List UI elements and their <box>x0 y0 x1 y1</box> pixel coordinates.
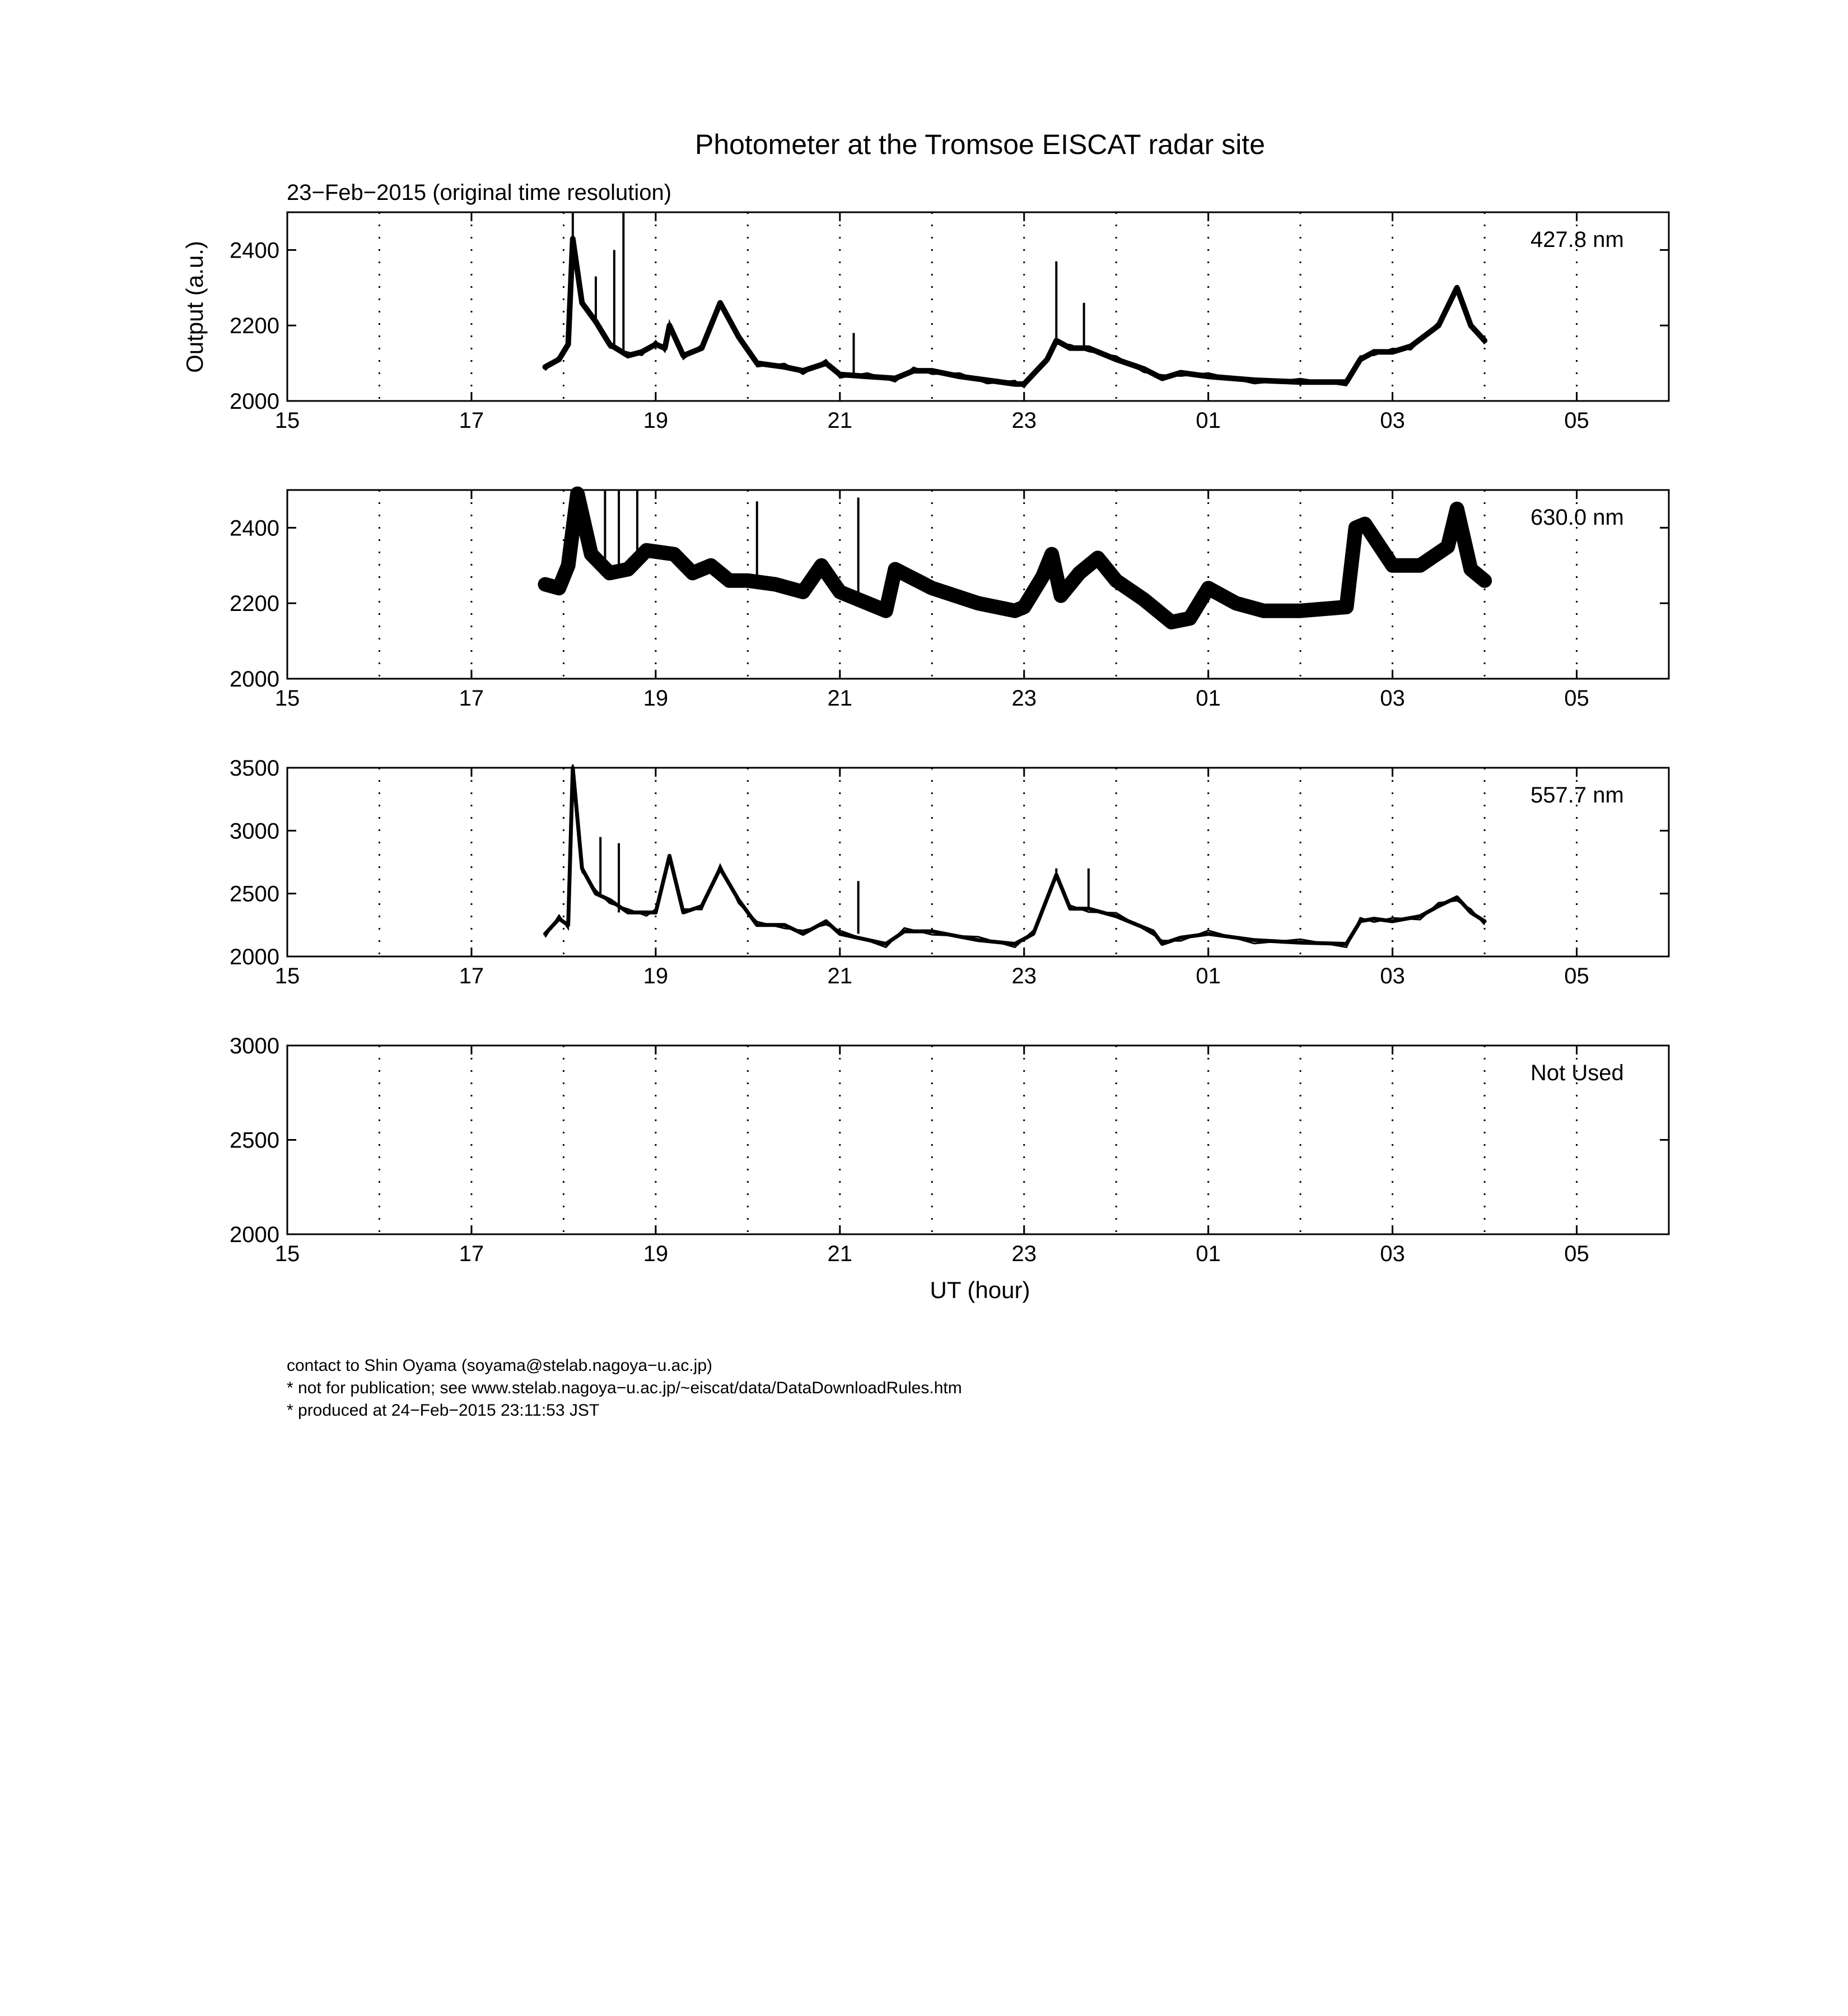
y-tick-label: 2200 <box>230 314 279 339</box>
x-tick-label: 01 <box>1196 408 1221 433</box>
y-tick-label: 3000 <box>230 1034 279 1058</box>
x-tick-label: 23 <box>1011 408 1037 433</box>
series-line-427-8-nm <box>545 239 1485 384</box>
y-axis-label: Output (a.u.) <box>181 241 208 373</box>
x-tick-label: 23 <box>1011 964 1037 988</box>
y-tick-label: 2500 <box>230 881 279 907</box>
x-tick-label: 01 <box>1196 964 1221 988</box>
footer-publication-note: * not for publication; see www.stelab.nagoya−u.ac.jp/~eiscat/data/DataDownloadRules.htm <box>287 1379 962 1397</box>
panel-557-7nm <box>230 756 1669 988</box>
y-tick-label: 2000 <box>230 945 279 969</box>
x-tick-label: 17 <box>459 408 484 433</box>
series-label-557-7-nm: 557.7 nm <box>1530 783 1624 808</box>
panel-630-0nm <box>230 490 1669 711</box>
x-tick-label: 03 <box>1380 964 1405 988</box>
x-tick-label: 03 <box>1380 408 1405 433</box>
y-tick-label: 3000 <box>230 819 279 844</box>
y-tick-label: 2400 <box>230 238 279 263</box>
series-label-630-0-nm: 630.0 nm <box>1530 505 1624 530</box>
y-tick-label: 3500 <box>230 756 279 781</box>
figure-subtitle: 23−Feb−2015 (original time resolution) <box>287 180 672 205</box>
axes-frame <box>287 768 1669 956</box>
x-tick-label: 05 <box>1564 1242 1589 1266</box>
x-tick-label: 21 <box>827 964 853 988</box>
y-tick-label: 2400 <box>230 516 279 541</box>
y-tick-label: 2500 <box>230 1128 279 1153</box>
x-tick-label: 21 <box>827 1242 853 1266</box>
x-tick-label: 19 <box>643 1242 669 1266</box>
x-tick-label: 05 <box>1564 408 1589 433</box>
x-tick-label: 23 <box>1011 1242 1037 1266</box>
x-tick-label: 21 <box>827 408 853 433</box>
x-tick-label: 17 <box>459 964 484 988</box>
figure-title: Photometer at the Tromsoe EISCAT radar site <box>694 129 1266 160</box>
x-axis-label: UT (hour) <box>930 1277 1030 1303</box>
series-label-not-used: Not Used <box>1530 1061 1624 1085</box>
series-noise-427-8-nm <box>545 235 1485 388</box>
x-tick-label: 15 <box>274 686 300 711</box>
x-tick-label: 15 <box>274 1242 300 1266</box>
x-tick-label: 01 <box>1196 686 1221 711</box>
footer-produced-at: * produced at 24−Feb−2015 23:11:53 JST <box>287 1401 600 1420</box>
series-label-427-8-nm: 427.8 nm <box>1530 227 1624 252</box>
y-tick-label: 2000 <box>230 667 279 692</box>
y-tick-label: 2000 <box>230 1222 279 1247</box>
x-tick-label: 19 <box>643 964 669 988</box>
series-line-557-7-nm <box>545 768 1485 944</box>
x-tick-label: 17 <box>459 686 484 711</box>
x-tick-label: 05 <box>1564 964 1589 988</box>
x-tick-label: 21 <box>827 686 853 711</box>
x-tick-label: 03 <box>1380 686 1405 711</box>
x-tick-label: 17 <box>459 1242 484 1266</box>
y-tick-label: 2200 <box>230 591 279 617</box>
panel-not-used <box>230 1034 1669 1266</box>
x-tick-label: 19 <box>643 686 669 711</box>
x-tick-label: 01 <box>1196 1242 1221 1266</box>
x-tick-label: 05 <box>1564 686 1589 711</box>
series-line-630-0-nm <box>545 494 1485 622</box>
series-noise-557-7-nm <box>545 764 1485 948</box>
x-tick-label: 03 <box>1380 1242 1405 1266</box>
x-tick-label: 15 <box>274 964 300 988</box>
panel-427-8nm <box>230 212 1669 433</box>
axes-frame <box>287 1046 1669 1234</box>
footer-contact: contact to Shin Oyama (soyama@stelab.nagoya−u.ac.jp) <box>287 1356 713 1375</box>
x-tick-label: 15 <box>274 408 300 433</box>
x-tick-label: 19 <box>643 408 669 433</box>
y-tick-label: 2000 <box>230 389 279 414</box>
x-tick-label: 23 <box>1011 686 1037 711</box>
